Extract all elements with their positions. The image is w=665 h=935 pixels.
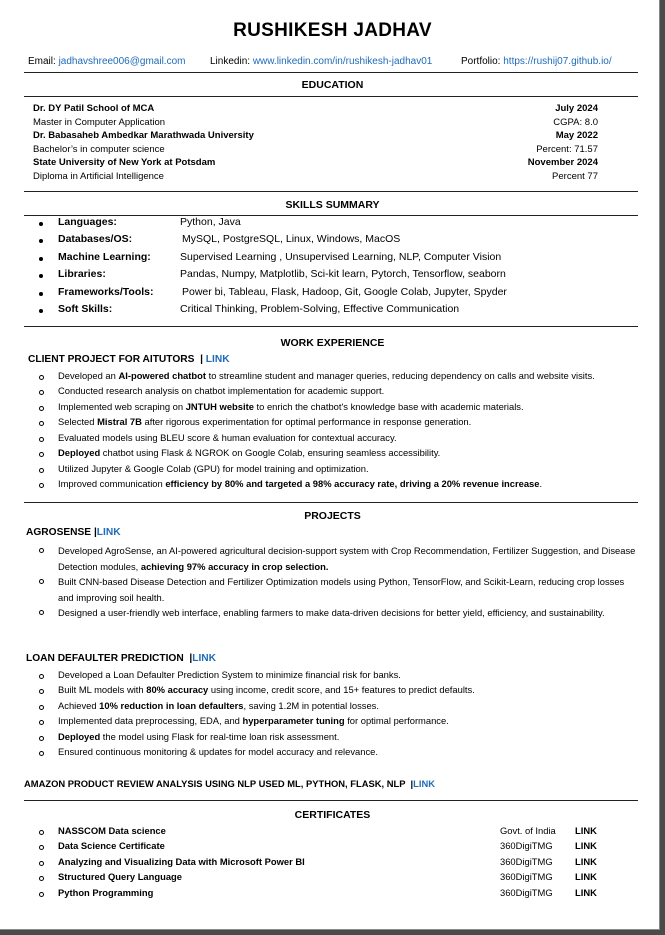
skill-value: Pandas, Numpy, Matplotlib, Sci-kit learn, Pytorch, Tensorflow, seaborn (180, 268, 506, 280)
education-heading: EDUCATION (301, 79, 364, 91)
bullet-text-part: Designed a user-friendly web interface, enabling farmers to make data-driven decisions for better yield, efficiency, and sustainability. (58, 607, 605, 618)
bullet-text-emphasis: JNTUH website (185, 401, 254, 412)
skill-label: Databases/OS: (58, 233, 133, 245)
bullet-text (58, 543, 638, 574)
loan-name: LOAN DEFAULTER PREDICTION (26, 653, 184, 664)
skill-row (0, 233, 660, 250)
email-label: Email: (28, 56, 56, 67)
bullet-text-emphasis: achieving 97% accuracy in crop selection. (140, 560, 329, 572)
certificate-name: Python Programming (58, 887, 154, 898)
skill-row (0, 216, 660, 233)
bullet-text (58, 432, 397, 443)
bullet-text (58, 605, 638, 621)
bullet-circle (39, 830, 44, 835)
divider (24, 191, 638, 192)
experience-heading: WORK EXPERIENCE (280, 337, 385, 349)
skill-label: Machine Learning: (58, 251, 151, 263)
bullet-circle (39, 421, 44, 426)
bullet-text (58, 684, 475, 695)
bullet-text (58, 669, 401, 680)
education-entry-right: May 2022 (555, 130, 598, 141)
skill-label: Libraries: (58, 268, 106, 280)
bullet-text-part: for optimal performance. (344, 715, 449, 726)
linkedin-label: Linkedin: (210, 56, 251, 67)
bullet-circle (39, 468, 44, 473)
bullet-text-part: Ensured continuous monitoring & updates for model accuracy and relevance. (58, 746, 378, 757)
bullet-text (58, 700, 379, 711)
bullet-text-emphasis: hyperparameter tuning (242, 715, 345, 726)
divider (24, 800, 638, 801)
bullet-text-part: Implemented data preprocessing, EDA, and (58, 715, 243, 726)
portfolio-label: Portfolio: (461, 56, 501, 67)
bullet-text-part: Achieved (58, 700, 100, 711)
certificate-link[interactable]: LINK (575, 871, 597, 882)
bullet-text-emphasis: Deployed (58, 731, 101, 742)
education-entry-right: July 2024 (555, 103, 598, 114)
certificate-name: Analyzing and Visualizing Data with Microsoft Power BI (58, 856, 305, 867)
separator: | (200, 354, 203, 365)
linkedin-line (210, 56, 432, 67)
bullet-circle (39, 548, 44, 553)
certificate-issuer: 360DigiTMG (500, 887, 553, 898)
bullet-circle (39, 861, 44, 866)
bullet-text (58, 370, 595, 381)
bullet-text-part: Built ML models with (58, 684, 147, 695)
education-entry-right: Percent 77 (552, 171, 598, 182)
client-project-name: CLIENT PROJECT FOR AITUTORS (28, 354, 195, 365)
certificate-link[interactable]: LINK (575, 825, 597, 836)
bullet-dot (39, 292, 43, 296)
skill-label: Languages: (58, 216, 117, 228)
education-entry-left: Diploma in Artificial Intelligence (33, 171, 164, 182)
bullet-text-part: after rigorous experimentation for optimal performance in response generation. (141, 416, 472, 427)
bullet-text (58, 478, 542, 489)
skill-value: Critical Thinking, Problem-Solving, Effective Communication (180, 303, 460, 315)
skill-label: Frameworks/Tools: (58, 286, 154, 298)
bullet-dot (39, 222, 43, 226)
bullet-circle (39, 736, 44, 741)
bullet-text-part: the model using Flask for real-time loan risk assessment. (100, 731, 340, 742)
amazon-link[interactable]: LINK (413, 778, 435, 789)
amazon-title: AMAZON PRODUCT REVIEW ANALYSIS USING NLP USED ML, PYTHON, FLASK, NLP |LINK (24, 778, 435, 789)
divider (24, 502, 638, 503)
skill-value: Power bi, Tableau, Flask, Hadoop, Git, Google Colab, Jupyter, Spyder (182, 286, 507, 298)
certificate-issuer: 360DigiTMG (500, 871, 553, 882)
portfolio-link[interactable]: https://rushij07.github.io/ (503, 56, 612, 67)
bullet-text-part: Selected (58, 416, 98, 427)
bullet-circle (39, 452, 44, 457)
certificate-name: NASSCOM Data science (58, 825, 166, 836)
certificate-name: Data Science Certificate (58, 840, 165, 851)
bullet-text-emphasis: Deployed (58, 447, 101, 458)
bullet-text-emphasis: efficiency by 80% and targeted a 98% accuracy rate, driving a 20% revenue increase (165, 478, 540, 489)
agrosense-name: AGROSENSE (26, 527, 92, 538)
bullet-text-part: Improved communication (58, 478, 166, 489)
bullet-text-emphasis: AI-powered chatbot (118, 370, 206, 381)
education-entry-right: November 2024 (527, 157, 598, 168)
bullet-text-part: Evaluated models using BLEU score & human evaluation for contextual accuracy. (58, 432, 397, 443)
bullet-circle (39, 876, 44, 881)
certificate-link[interactable]: LINK (575, 887, 597, 898)
certificate-issuer: Govt. of India (500, 825, 556, 836)
skills-heading: SKILLS SUMMARY (285, 199, 380, 211)
education-entry-right: Percent: 71.57 (536, 144, 598, 155)
divider (24, 96, 638, 97)
bullet-circle (39, 892, 44, 897)
certificates-heading: CERTIFICATES (294, 809, 371, 821)
email-line (28, 56, 185, 67)
skill-value: MySQL, PostgreSQL, Linux, Windows, MacOS (182, 233, 401, 245)
certificate-link[interactable]: LINK (575, 856, 597, 867)
bullet-text-part: Developed an (58, 370, 119, 381)
bullet-circle (39, 483, 44, 488)
skill-row (0, 251, 660, 268)
bullet-circle (39, 610, 44, 615)
bullet-circle (39, 845, 44, 850)
bullet-circle (39, 437, 44, 442)
bullet-text (58, 416, 471, 427)
linkedin-link[interactable]: www.linkedin.com/in/rushikesh-jadhav01 (252, 56, 433, 67)
bullet-dot (39, 257, 43, 261)
email-link[interactable]: jadhavshree006@gmail.com (58, 56, 186, 67)
skill-row (0, 303, 660, 320)
bullet-circle (39, 375, 44, 380)
candidate-name: RUSHIKESH JADHAV (233, 20, 432, 41)
bullet-text (58, 731, 339, 742)
bullet-dot (39, 239, 43, 243)
amazon-name: AMAZON PRODUCT REVIEW ANALYSIS USING NLP USED ML, PYTHON, FLASK, NLP (24, 778, 406, 789)
bullet-circle (39, 390, 44, 395)
loan-link[interactable]: LINK (192, 653, 217, 664)
bullet-text (58, 463, 369, 474)
bullet-circle (39, 705, 44, 710)
bullet-text-emphasis: Mistral 7B (97, 416, 142, 427)
bullet-text-part: Conducted research analysis on chatbot implementation for academic support. (58, 385, 385, 396)
bullet-circle (39, 751, 44, 756)
bullet-text (58, 401, 524, 412)
client-project-title (28, 354, 230, 365)
bullet-text-part: Developed AgroSense, an AI-powered agricultural decision-support system with Crop Recommendation, Fertilizer Suggestion, and Disease Detection modules, (58, 545, 636, 572)
bullet-text-part: chatbot using Flask & NGROK on Google Colab, ensuring seamless accessibility. (100, 447, 441, 458)
divider (24, 326, 638, 327)
bullet-text-part: Built CNN-based Disease Detection and Fertilizer Optimization models using Python, TensorFlow, and Scikit-Learn, reducing crop losses and improving soil health. (58, 576, 625, 603)
education-entry-left: Bachelor’s in computer science (33, 144, 165, 155)
education-entry-left: Master in Computer Application (33, 117, 166, 128)
divider (24, 72, 638, 73)
bullet-circle (39, 579, 44, 584)
bullet-text (58, 746, 378, 757)
agrosense-title: AGROSENSE |LINK (26, 527, 121, 538)
bullet-text-part: Utilized Jupyter & Google Colab (GPU) for model training and optimization. (58, 463, 369, 474)
bullet-text-part: Implemented web scraping on (58, 401, 186, 412)
client-project-link[interactable]: LINK (205, 354, 230, 365)
skill-label: Soft Skills: (58, 303, 113, 315)
bullet-text-part: to streamline student and manager queries, reducing dependency on calls and website visits. (205, 370, 595, 381)
bullet-dot (39, 274, 43, 278)
education-entry-left: State University of New York at Potsdam (33, 157, 216, 168)
portfolio-line (461, 56, 612, 67)
bullet-circle (39, 689, 44, 694)
certificate-issuer: 360DigiTMG (500, 856, 553, 867)
bullet-text (58, 447, 440, 458)
projects-heading: PROJECTS (304, 510, 361, 522)
bullet-text (58, 715, 449, 726)
bullet-circle (39, 406, 44, 411)
bullet-dot (39, 309, 43, 313)
bullet-circle (39, 720, 44, 725)
loan-title: LOAN DEFAULTER PREDICTION |LINK (26, 653, 217, 664)
bullet-circle (39, 674, 44, 679)
bullet-text-part: using income, credit score, and 15+ features to predict defaults. (208, 684, 475, 695)
bullet-text-part: . (539, 478, 543, 489)
skill-value: Supervised Learning , Unsupervised Learning, NLP, Computer Vision (180, 251, 502, 263)
bullet-text-part: , saving 1.2M in potential losses. (243, 700, 379, 711)
bullet-text (58, 574, 638, 605)
education-entry-right: CGPA: 8.0 (553, 117, 598, 128)
certificate-link[interactable]: LINK (575, 840, 597, 851)
bullet-text-part: to enrich the chatbot's knowledge base with academic materials. (253, 401, 524, 412)
bullet-text (58, 385, 384, 396)
skill-value: Python, Java (180, 216, 241, 228)
agrosense-link[interactable]: LINK (96, 527, 121, 538)
bullet-text-part: Developed a Loan Defaulter Prediction System to minimize financial risk for banks. (58, 669, 401, 680)
education-entry-left: Dr. DY Patil School of MCA (33, 103, 155, 114)
bullet-text-emphasis: 10% reduction in loan defaulters (99, 700, 244, 711)
skill-row (0, 268, 660, 285)
education-entry-left: Dr. Babasaheb Ambedkar Marathwada University (33, 130, 254, 141)
bullet-text-emphasis: 80% accuracy (146, 684, 209, 695)
certificate-issuer: 360DigiTMG (500, 840, 553, 851)
skill-row (0, 286, 660, 303)
certificate-name: Structured Query Language (58, 871, 182, 882)
